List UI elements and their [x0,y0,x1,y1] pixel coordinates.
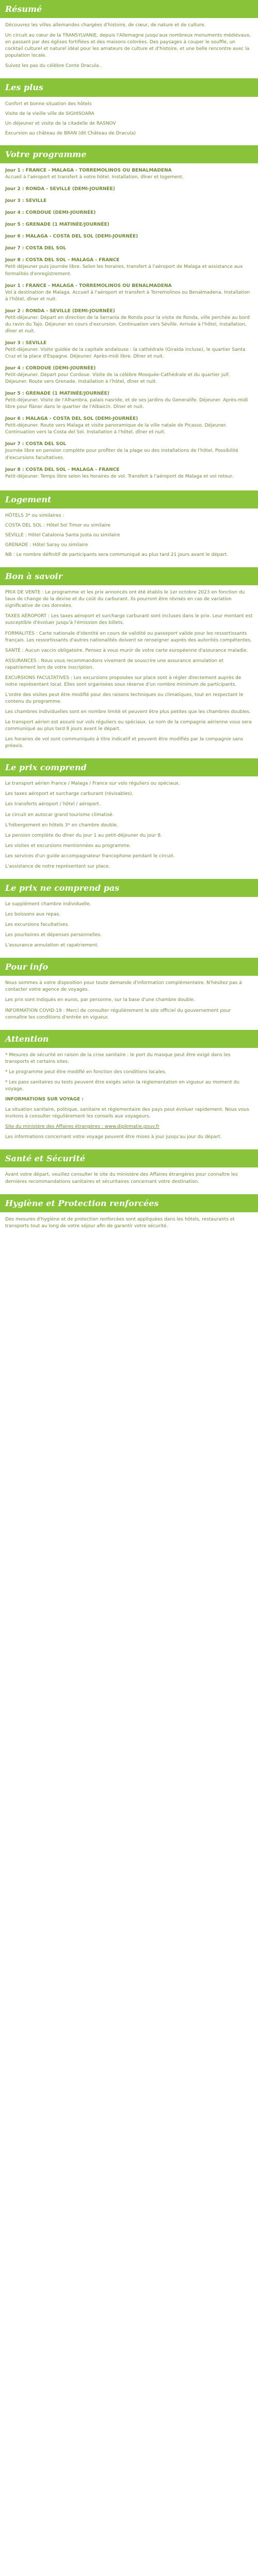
bon-a-savoir-paragraph: TAXES AÉROPORT : Les taxes aéroport et surcharge carburant sont incluses dans le prix. Leur montant est susceptible d'évoluer jusqu'à l'émission des billets. [5,614,253,626]
detail-day-text: Journée libre en pension complète pour profiter de la plage ou des installations de l'hôtel. Possibilité d'excursions facultatives. [5,448,238,461]
pour-info-paragraph: Les prix sont indiqués en euros, par personne, sur la base d'une chambre double. [5,997,195,1003]
programme-day-title: Jour 1 : FRANCE - MALAGA - TORREMOLINOS OU BENALMADENA [5,168,172,174]
page [0,0,258,1239]
attention-paragraph: * Le programme peut être modifié en fonction des conditions locales. [5,1069,167,1075]
resume-paragraph: Découvrez les villes allemandes chargées d'histoire, de cœur, de nature et de culture. [5,23,206,28]
les-plus-section [0,97,258,145]
programme-detail [5,391,253,411]
detail-day-text: Petit-déjeuner. Route vers Malaga et visite panoramique de la ville natale de Picasso. Déjeuner. Continuation vers la Costa del Sol. Installation à l'hôtel, dîner et nuit. [5,423,227,435]
prix-comprend-item: Les services d'un guide accompagnateur francophone pendant le circuit. [5,853,175,859]
programme-day [5,186,253,193]
programme-day [5,210,253,216]
programme-day-title: Jour 7 : COSTA DEL SOL [5,246,67,251]
logement-note: NB : Le nombre définitif de participants sera communiqué au plus tard 21 jours avant le départ. [5,552,229,558]
sante-heading: Santé et Sécurité [0,1149,258,1167]
les-plus-item: Un déjeuner et visite de la citadelle de RASNOV [5,121,116,126]
bon-a-savoir-paragraph: PRIX DE VENTE : Le programme et les prix annoncés ont été établis le 1er octobre 2023 en fonction du taux de change de la devise et du coût du carburant. Ils pourront être révisés en cas de variation significative de ces données. [5,590,245,609]
detail-day-text: Petit-déjeuner. Visite de l'Alhambra, palais nasride, et de ses jardins du Generalife. Déjeuner. Après-midi libre pour flâner dans le quartier de l'Albaicín. Dîner et nuit. [5,398,248,410]
detail-day-title: Jour 1 : FRANCE - MALAGA - TORREMOLINOS OU BENALMADENA [5,283,172,289]
prix-exclu-item: Les excursions facultatives. [5,922,70,928]
attention-footnote: INFORMATIONS SUR VOYAGE : [5,1097,84,1103]
hygiene-heading: Hygiène et Protection renforcées [0,1194,258,1212]
bon-a-savoir-paragraph: SANTÉ : Aucun vaccin obligatoire. Pensez à vous munir de votre carte européenne d'assurance maladie. [5,648,248,653]
programme-detail [5,283,253,303]
programme-day-title: Jour 4 : CORDOUE (DEMI-JOURNÉE) [5,210,96,216]
attention-paragraph: * Les pass sanitaires ou tests peuvent être exigés selon la réglementation en vigueur au moment du voyage. [5,1079,240,1092]
prix-comprend-item: Les taxes aéroport et surcharge carburant (révisables). [5,791,134,797]
programme-detail [5,340,253,360]
prix-ne-comprend-pas-section [0,897,258,958]
resume-paragraph: Suivez les pas du célèbre Conte Dracula.. [5,63,102,69]
detail-day-title: Jour 4 : CORDOUE (DEMI-JOURNÉE) [5,366,96,371]
programme-detail [5,365,253,385]
logement-line: GRENADE : Hôtel Saray ou similaire [5,543,88,548]
programme-day [5,222,253,228]
resume-section [0,18,258,78]
logement-section [0,509,258,567]
detail-day-text: Vol à destination de Malaga. Accueil à l'aéroport et transfert à Torremolinos ou Benalmadena. Installation à l'hôtel, dîner et nuit. [5,290,250,302]
pour-info-section [0,976,258,1029]
pour-info-paragraph: INFORMATION COVID-19 : Merci de consulter régulièrement le site officiel du gouvernement pour connaître les conditions d'entrée en vigueur. [5,1008,231,1020]
les-plus-item: Excursion au château de BRAN (dit Château de Dracula) [5,130,136,136]
hygiene-paragraph: Des mesures d'hygiène et de protection renforcées sont appliquées dans les hôtels, restaurants et transports tout au long de votre séjour afin de garantir votre sécurité. [5,1216,235,1229]
bon-a-savoir-paragraph: Les horaires de vol sont communiqués à titre indicatif et peuvent être modifiés par la compagnie sans préavis. [5,737,244,749]
logement-line: HÔTELS 3* ou similaires : [5,513,64,518]
detail-day-title: Jour 8 : COSTA DEL SOL - MALAGA - FRANCE [5,467,120,472]
bon-a-savoir-paragraph: ASSURANCES : Nous vous recommandons vivement de souscrire une assurance annulation et rapatriement lors de votre inscription. [5,658,223,670]
bon-a-savoir-paragraph: L'ordre des visites peut être modifié pour des raisons techniques ou climatiques, tout en respectant le contenu du programme. [5,692,244,704]
pour-info-paragraph: Nous sommes à votre disposition pour toute demande d'information complémentaire. N'hésitez pas à contacter votre agence de voyages. [5,980,242,993]
logement-line: COSTA DEL SOL : Hôtel Sol Timor ou similaire [5,522,110,528]
bon-a-savoir-paragraph: FORMALITÉS : Carte nationale d'identité en cours de validité ou passeport valide pour les ressortissants français. Les ressortissants d'autres nationalités doivent se renseigner auprès des autorités compétentes. [5,631,252,643]
programme-detail [5,416,253,436]
attention-paragraph: * Mesures de sécurité en raison de la crise sanitaire : le port du masque peut être exigé dans les transports et certains sites. [5,1052,231,1064]
programme-day [5,167,253,181]
bon-a-savoir-paragraph: EXCURSIONS FACULTATIVES : Les excursions proposées sur place sont à régler directement auprès de notre représentant local. Elles sont organisées sous réserve d'un nombre minimum de participants. [5,675,241,687]
prix-comprend-item: Le transport aérien France / Malaga / France sur vols réguliers ou spéciaux. [5,781,180,787]
prix-comprend-item: Le circuit en autocar grand tourisme climatisé. [5,812,114,818]
detail-day-title: Jour 7 : COSTA DEL SOL [5,442,67,447]
hygiene-section [0,1212,258,1239]
bon-a-savoir-heading: Bon à savoir [0,567,258,585]
prix-exclu-item: L'assurance annulation et rapatriement. [5,943,99,948]
programme-day [5,233,253,240]
programme-day [5,198,253,205]
detail-day-text: Petit-déjeuner. Départ en direction de la Serranía de Ronda pour la visite de Ronda, ville perchée au bord du ravin du Tajo. Déjeuner en cours d'excursion. Continuation vers Séville. Arrivée à l'hôtel, installation, dîner et nuit. [5,315,250,334]
sante-paragraph: Avant votre départ, veuillez consulter le site du ministère des Affaires étrangères pour connaître les dernières recommandations sanitaires et sécuritaires concernant votre destination. [5,1172,238,1184]
attention-heading: Attention [0,1030,258,1048]
logement-heading: Logement [0,490,258,509]
prix-comprend-item: L'hébergement en hôtels 3* en chambre double. [5,822,118,828]
programme-day [5,257,253,277]
les-plus-item: Visite de la vieille ville de SIGHISOARA [5,111,94,116]
bon-a-savoir-paragraph: Les chambres individuelles sont en nombre limité et peuvent être plus petites que les chambres doubles. [5,709,251,715]
programme-day-title: Jour 6 : MALAGA - COSTA DEL SOL (DEMI-JOURNÉE) [5,234,138,240]
programme-day-title: Jour 3 : SEVILLE [5,198,47,204]
programme-summary [0,163,258,490]
programme-day-text: Accueil à l'aéroport et transfert à votre hôtel. Installation, dîner et logement. [5,175,184,180]
prix-ne-comprend-pas-heading: Le prix ne comprend pas [0,879,258,897]
programme-detail [5,467,253,480]
prix-comprend-item: L'assistance de notre représentant sur place. [5,863,110,869]
prix-exclu-item: Les pourboires et dépenses personnelles. [5,933,102,938]
resume-paragraph: Un circuit au cœur de la TRANSYLVANIE, depuis l'Allemagne jusqu'aux nombreux monuments médiévaux, en passant par des églises fortifiées et des maisons colorées. Des paysages à couper le souffle, un cocktail culturel et naturel idéal pour les amateurs de culture et d'histoire, et une belle rencontre avec la population locale. [5,33,251,59]
detail-day-text: Petit-déjeuner. Visite guidée de la capitale andalouse : la cathédrale (Giralda incluse), le quartier Santa Cruz et la place d'Espagne. Déjeuner. Après-midi libre. Dîner et nuit. [5,347,246,359]
sante-section [0,1167,258,1194]
bon-a-savoir-section [0,585,258,758]
detail-day-title: Jour 2 : RONDA - SEVILLE (DEMI-JOURNÉE) [5,308,115,314]
prix-comprend-item: Les visites et excursions mentionnées au programme. [5,843,131,849]
prix-comprend-section [0,776,258,878]
prix-comprend-heading: Le prix comprend [0,758,258,776]
programme-day-text: Petit déjeuner puis journée libre. Selon les horaires, transfert à l'aéroport de Malaga et assistance aux formalités d'enregistrement. [5,264,243,277]
programme-heading: Votre programme [0,145,258,163]
programme-day-title: Jour 2 : RONDA - SEVILLE (DEMI-JOURNÉE) [5,187,115,192]
logement-line: SÉVILLE : Hôtel Catalonia Santa Justa ou similaire [5,532,120,538]
attention-footer-paragraph: La situation sanitaire, politique, sanitaire et réglementaire des pays peut évoluer rapidement. Nous vous invitons à consulter régulièrement les conseils aux voyageurs. [5,1107,249,1120]
attention-footer-paragraph: Les informations concernant votre voyage peuvent être mises à jour jusqu'au jour du départ. [5,1134,222,1140]
pour-info-heading: Pour info [0,958,258,976]
programme-detail [5,308,253,335]
bon-a-savoir-paragraph: Le transport aérien est assuré sur vols réguliers ou spéciaux. Le nom de la compagnie aérienne vous sera communiqué au plus tard 8 jours avant le départ. [5,719,252,732]
prix-comprend-item: La pension complète du dîner du jour 1 au petit-déjeuner du jour 8. [5,833,163,838]
programme-detail [5,441,253,461]
programme-day [5,245,253,252]
detail-day-title: Jour 6 : MALAGA - COSTA DEL SOL (DEMI-JOURNÉE) [5,416,138,422]
detail-day-title: Jour 3 : SEVILLE [5,340,47,346]
attention-footer-link[interactable]: Site du ministère des Affaires étrangères : www.diplomatie.gouv.fr [5,1124,160,1130]
programme-day-title: Jour 5 : GRENADE (1 MATINÉE/JOURNÉE) [5,222,109,228]
prix-exclu-item: Les boissons aux repas. [5,912,61,918]
attention-section [0,1048,258,1149]
prix-exclu-item: Le supplément chambre individuelle. [5,901,91,907]
prix-comprend-item: Les transferts aéroport / hôtel / aéroport. [5,802,101,807]
programme-day-title: Jour 8 : COSTA DEL SOL - MALAGA - FRANCE [5,258,120,263]
resume-heading: Résumé [0,0,258,18]
les-plus-heading: Les plus [0,78,258,96]
detail-day-text: Petit-déjeuner. Temps libre selon les horaires de vol. Transfert à l'aéroport de Malaga et vol retour. [5,473,233,479]
les-plus-item: Confort et bonne situation des hôtels [5,101,92,107]
detail-day-title: Jour 5 : GRENADE (1 MATINÉE/JOURNÉE) [5,391,109,397]
detail-day-text: Petit-déjeuner. Départ pour Cordoue. Visite de la célèbre Mosquée-Cathédrale et du quartier juif. Déjeuner. Route vers Grenade. Installation à l'hôtel, dîner et nuit. [5,372,230,385]
